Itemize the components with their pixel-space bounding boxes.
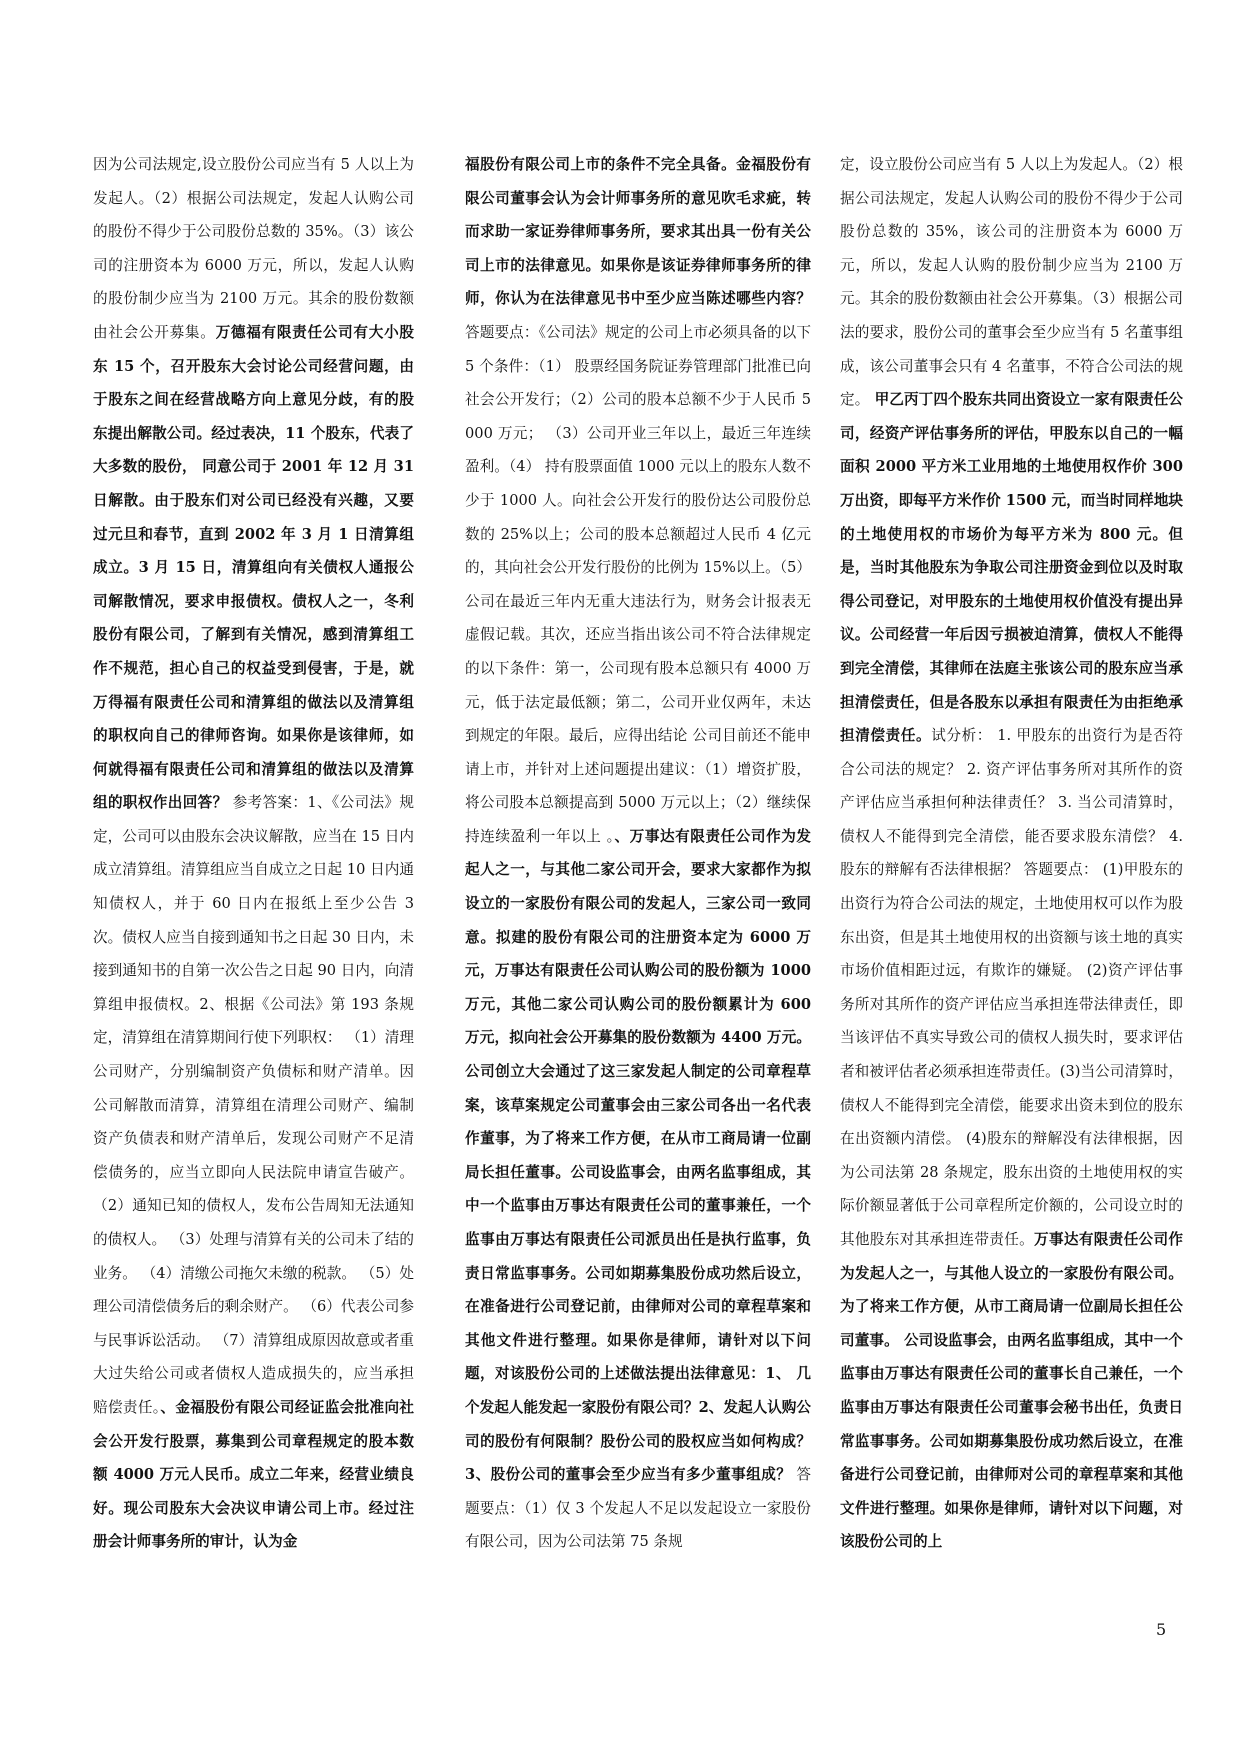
- column-3-segment-4: 万事达有限责任公司作为发起人之一，与其他人设立的一家股份有限公司。为了将来工作方便，从市工商局请一位副局长担任公司董事。 公司设监事会，由两名监事组成，其中一个监事由万事达有限责任公司的董事长自己兼任，一个监事由万事达有限责任公司董事会秘书出任，负责日常监事事务。公司如期募集股份成功然后设立，在准备进行公司登记前，由律师对公司的章程草案和其他文件进行整理。如果你是律师，请针对以下问题，对该股份公司的上: [840, 1231, 1183, 1551]
- column-3-segment-2: 甲乙丙丁四个股东共同出资设立一家有限责任公司，经资产评估事务所的评估，甲股东以自己的一幅面积 2000 平方米工业用地的土地使用权作价 300 万出资，即每平方米作价 1500 元，而当时同样地块的土地使用权的市场价为每平方米为 800 元。但是，当时其他股东为争取公司注册资金到位以及时取得公司登记，对甲股东的土地使用权价值没有提出异议。公司经营一年后因亏损被迫清算，债权人不能得到完全清偿，其律师在法庭主张该公司的股东应当承担清偿责任，但是各股东以承担有限责任为由拒绝承担清偿责任。: [840, 391, 1183, 745]
- column-1-segment-1: 因为公司法规定,设立股份公司应当有 5 人以上为发起人。（2）根据公司法规定，发起人认购公司的股份不得少于公司股份总数的 35%。（3）该公司的注册资本为 6000 万元，所以，发起人认购的股份制少应当为 2100 万元。其余的股份数额由社会公开募集。: [93, 156, 414, 341]
- text-column-1: [93, 148, 414, 1588]
- column-1-segment-3: 参考答案：1、《公司法》规定，公司可以由股东会决议解散，应当在 15 日内成立清算组。清算组应当自成立之日起 10 日内通知债权人，并于 60 日内在报纸上至少公告 3 次。债权人应当自接到通知书之日起 30 日内，未接到通知书的自第一次公告之日起 90 日内，向清算组申报债权。2、根据《公司法》第 193 条规定，清算组在清算期间行使下列职权： （1）清理公司财产，分别编制资产负债标和财产清单。因公司解散而清算，清算组在清理公司财产、编制资产负债表和财产清单后，发现公司财产不足清偿债务的，应当立即向人民法院申请宣告破产。 （2）通知已知的债权人，发布公告周知无法通知的债权人。 （3）处理与清算有关的公司未了结的业务。 （4）清缴公司拖欠未缴的税款。 （5）处理公司清偿债务后的剩余财产。 （6）代表公司参与民事诉讼活动。 （7）清算组成原因故意或者重大过失给公司或者债权人造成损失的，应当承担赔偿责任。: [93, 794, 414, 1416]
- column-1-segment-2: 万德福有限责任公司有大小股东 15 个，召开股东大会讨论公司经营问题，由于股东之间在经营战略方向上意见分歧，有的股东提出解散公司。经过表决，11 个股东，代表了大多数的股份， 同意公司于 2001 年 12 月 31 日解散。由于股东们对公司已经没有兴趣，又要过元旦和春节，直到 2002 年 3 月 1 日清算组成立。3 月 15 日，清算组向有关债权人通报公司解散情况，要求申报债权。债权人之一，冬利股份有限公司，了解到有关情况，感到清算组工作不规范，担心自己的权益受到侵害，于是，就万得福有限责任公司和清算组的做法以及清算组的职权向自己的律师咨询。如果你是该律师，如何就得福有限责任公司和清算组的做法以及清算组的职权作出回答？: [93, 323, 414, 812]
- column-3-segment-1: 定，设立股份公司应当有 5 人以上为发起人。（2）根据公司法规定，发起人认购公司的股份不得少于公司股份总数的 35%，该公司的注册资本为 6000 万元，所以，发起人认购的股份制少应当为 2100 万元。其余的股份数额由社会公开募集。（3）根据公司法的要求，股份公司的董事会至少应当有 5 名董事组成，该公司董事会只有 4 名董事，不符合公司法的规定。: [840, 156, 1183, 409]
- text-column-3: [840, 148, 1183, 1588]
- column-3-segment-3: 试分析： 1. 甲股东的出资行为是否符合公司法的规定？ 2. 资产评估事务所对其所作的资产评估应当承担何种法律责任？ 3. 当公司清算时，债权人不能得到完全清偿，能否要求股东清偿？ 4. 股东的辩解有否法律根据？ 答题要点： (1)甲股东的出资行为符合公司法的规定，土地使用权可以作为股东出资，但是其土地使用权的出资额与该土地的真实市场价值相距过远，有欺诈的嫌疑。 (2)资产评估事务所对其所作的资产评估应当承担连带法律责任，即当该评估不真实导致公司的债权人损失时，要求评估者和被评估者必须承担连带责任。(3)当公司清算时，债权人不能得到完全清偿，能要求出资未到位的股东在出资额内清偿。 (4)股东的辩解没有法律根据，因为公司法第 28 条规定，股东出资的土地使用权的实际价额显著低于公司章程所定价额的，公司设立时的其他股东对其承担连带责任。: [840, 727, 1183, 1248]
- column-2-segment-1: 福股份有限公司上市的条件不完全具备。金福股份有限公司董事会认为会计师事务所的意见吹毛求疵，转而求助一家证券律师事务所，要求其出具一份有关公司上市的法律意见。如果你是该证券律师事务所的律师，你认为在法律意见书中至少应当陈述哪些内容？: [465, 156, 811, 308]
- text-column-2: [465, 148, 811, 1588]
- column-1-segment-4: 、金福股份有限公司经证监会批准向社会公开发行股票，募集到公司章程规定的股本数额 4000 万元人民币。成立二年来，经营业绩良好。现公司股东大会决议申请公司上市。经过注册会计师事务所的审计，认为金: [93, 1398, 414, 1551]
- column-2-segment-4: 答题要点：（1）仅 3 个发起人不足以发起设立一家股份有限公司，因为公司法第 75 条规: [465, 1466, 811, 1551]
- column-2-segment-3: 、万事达有限责任公司作为发起人之一，与其他二家公司开会，要求大家都作为拟设立的一家股份有限公司的发起人，三家公司一致同意。拟建的股份有限公司的注册资本定为 6000 万元，万事达有限责任公司认购公司的股份额为 1000 万元，其他二家公司认购公司的股份额累计为 600 万元，拟向社会公开募集的股份数额为 4400 万元。公司创立大会通过了这三家发起人制定的公司章程草案，该草案规定公司董事会由三家公司各出一名代表作董事，为了将来工作方便，在从市工商局请一位副局长担任董事。公司设监事会，由两名监事组成，其中一个监事由万事达有限责任公司的董事兼任，一个监事由万事达有限责任公司派员出任是执行监事，负责日常监事事务。公司如期募集股份成功然后设立，在准备进行公司登记前，由律师对公司的章程草案和其他文件进行整理。如果你是律师，请针对以下问题，对该股份公司的上述做法提出法律意见：1、 几个发起人能发起一家股份有限公司？2、发起人认购公司的股份有何限制？股份公司的股权应当如何构成？3、股份公司的董事会至少应当有多少董事组成？: [465, 827, 811, 1484]
- column-2-segment-2: 答题要点：《公司法》规定的公司上市必须具备的以下 5 个条件：（1） 股票经国务院证券管理部门批准已向社会公开发行；（2）公司的股本总额不少于人民币 5000 万元； （3）公司开业三年以上，最近三年连续盈利。（4） 持有股票面值 1000 元以上的股东人数不少于 1000 人。向社会公开发行的股份达公司股份总数的 25%以上；公司的股本总额超过人民币 4 亿元的，其向社会公开发行股份的比例为 15%以上。（5） 公司在最近三年内无重大违法行为，财务会计报表无虚假记载。其次，还应当指出该公司不符合法律规定的以下条件：第一，公司现有股本总额只有 4000 万元，低于法定最低额；第二，公司开业仅两年，未达到规定的年限。最后，应得出结论 公司目前还不能申请上市，并针对上述问题提出建议：（1）增资扩股，将公司股本总额提高到 5000 万元以上；（2）继续保持连续盈利一年以上 。: [465, 323, 811, 845]
- page-number: 5: [1156, 1620, 1167, 1639]
